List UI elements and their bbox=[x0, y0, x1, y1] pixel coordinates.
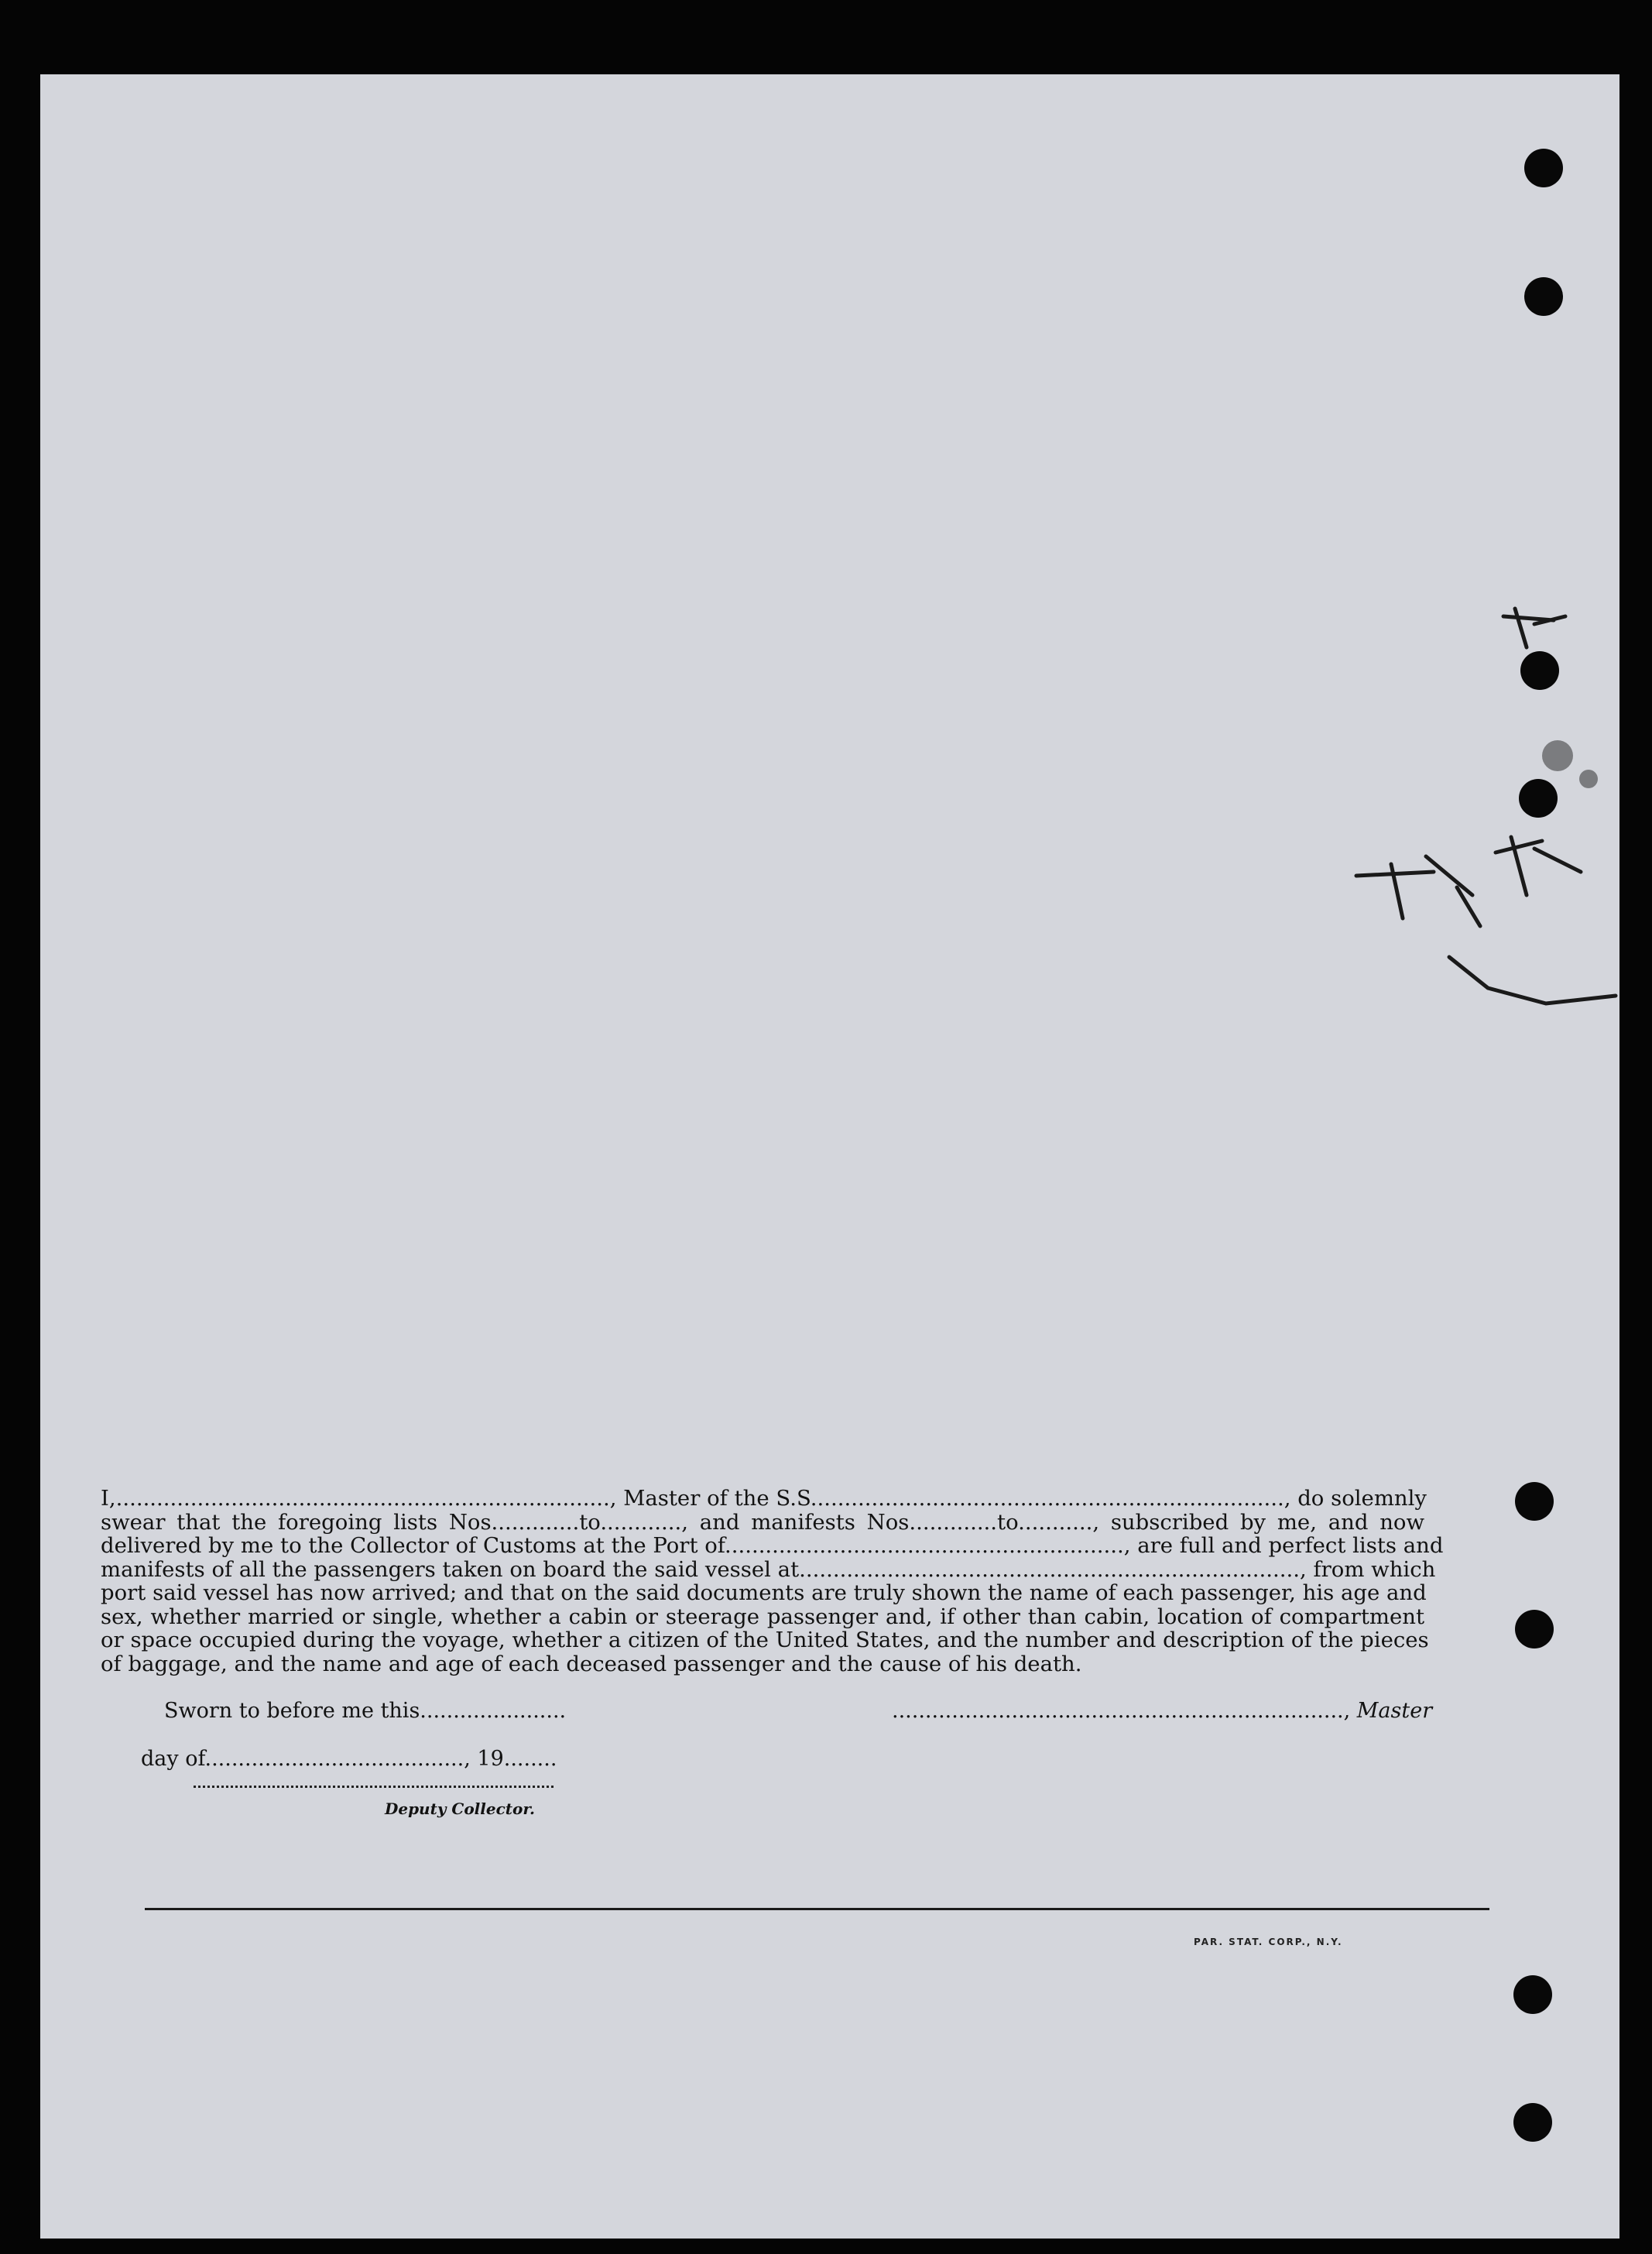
printer-imprint: PAR. STAT. CORP., N.Y. bbox=[1194, 1937, 1343, 1947]
document-page bbox=[40, 74, 1619, 2239]
deputy-signature-line bbox=[194, 1786, 554, 1788]
handwritten-scribble-marks bbox=[40, 74, 1619, 2239]
oath-line: sex, whether married or single, whether a cabin or steerage passenger and, if other than cabin, location of compartment bbox=[101, 1604, 1424, 1629]
deputy-collector-label: Deputy Collector. bbox=[385, 1799, 536, 1818]
oath-line: manifests of all the passengers taken on board the said vessel at.........................................................................., from which bbox=[101, 1556, 1436, 1582]
day-of-line: day of......................................., 19........ bbox=[141, 1747, 557, 1771]
oath-line: port said vessel has now arrived; and that on the said documents are truly shown the name of each passenger, his age and bbox=[101, 1580, 1427, 1605]
master-signature-dots: ...................................................................., bbox=[892, 1699, 1357, 1723]
oath-paragraph bbox=[101, 1486, 1444, 1676]
master-label: Master bbox=[1356, 1699, 1433, 1723]
horizontal-rule bbox=[145, 1908, 1489, 1910]
oath-line: of baggage, and the name and age of each deceased passenger and the cause of his death. bbox=[101, 1651, 1082, 1676]
oath-line: swear that the foregoing lists Nos.............to............, and manifests Nos.............to..........., subscribed by me, and now bbox=[101, 1509, 1424, 1535]
oath-line: delivered by me to the Collector of Customs at the Port of..........................................................., are full and perfect lists and bbox=[101, 1533, 1444, 1558]
sworn-before-line: Sworn to before me this...................... bbox=[164, 1699, 567, 1723]
oath-line: I,........................................................................., Master of the S.S......................................................................, do solemnly bbox=[101, 1486, 1427, 1511]
oath-line: or space occupied during the voyage, whether a citizen of the United States, and the number and description of the pieces bbox=[101, 1628, 1429, 1652]
master-signature-line bbox=[892, 1699, 1432, 1723]
